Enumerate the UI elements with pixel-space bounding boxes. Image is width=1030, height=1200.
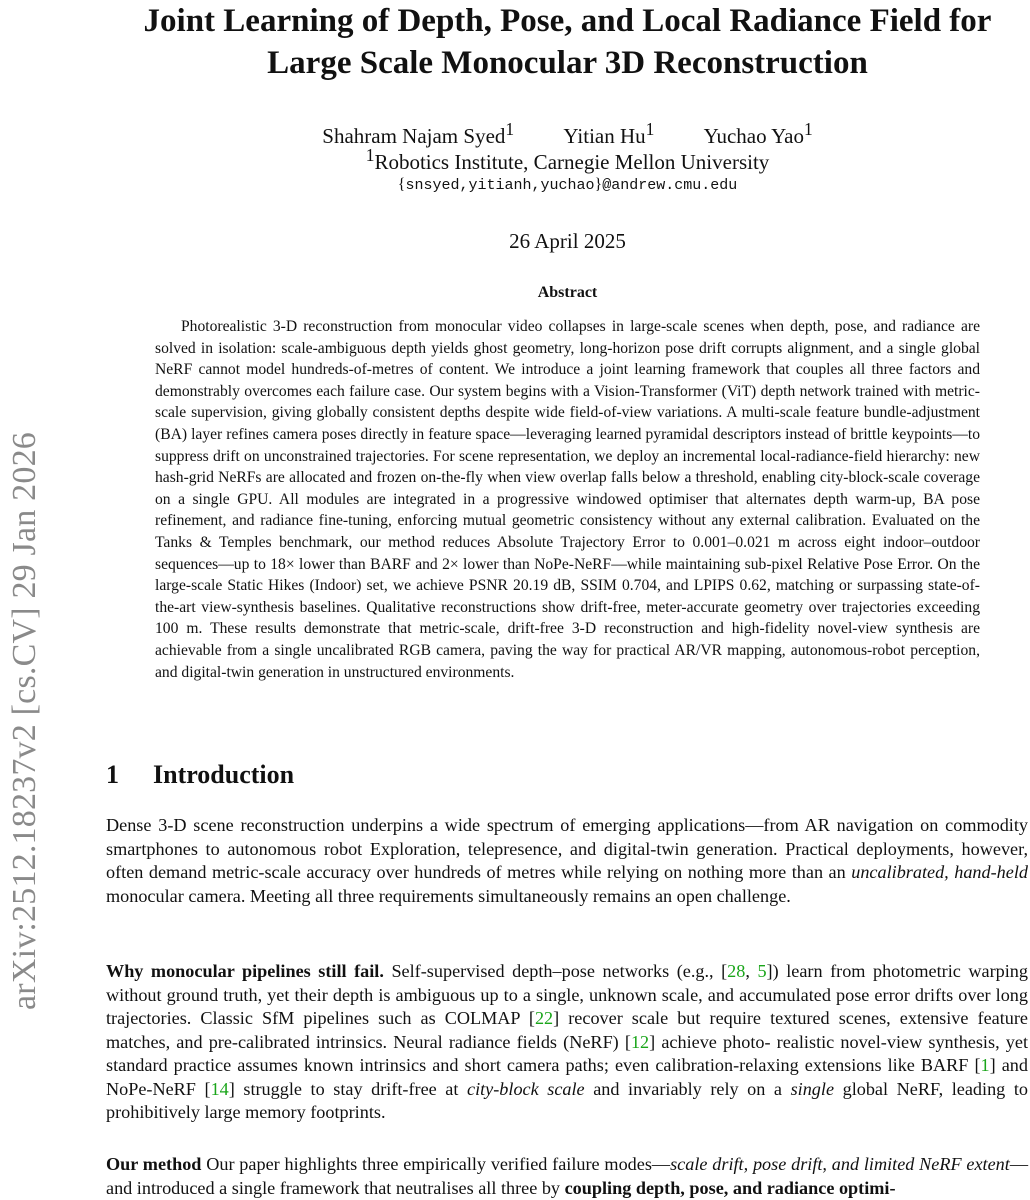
citation-link[interactable]: 12 (630, 1031, 650, 1052)
paragraph-lead: Our method (106, 1154, 202, 1174)
citation-link[interactable]: 5 (757, 961, 767, 981)
author-emails: {snsyed,yitianh,yuchao}@andrew.cmu.edu (397, 176, 738, 194)
citation-link[interactable]: 22 (534, 1008, 554, 1028)
arxiv-side-stamp (4, 0, 44, 1200)
citation-link[interactable]: 28 (727, 961, 746, 981)
affiliation: $^1$Robotics Institute, Carnegie Mellon University (365, 145, 770, 174)
intro-paragraph-our-method: Our method Our paper highlights three empirically verified failure modes—scale drift, pose drift, and limited NeRF extent—and introduced a single framework that neutralises all three by coupling depth, pose, and radiance optimi- (106, 1154, 1028, 1198)
citation-link[interactable]: 1 (980, 1055, 990, 1075)
author-name: Shahram Najam Syed$^1$ (322, 119, 515, 148)
paper-title: Joint Learning of Depth, Pose, and Local Radiance Field for Large Scale Monocular 3D Reconstruction (143, 3, 992, 81)
citation-link[interactable]: 14 (210, 1078, 229, 1099)
section-heading-introduction: 1 Introduction (106, 760, 295, 789)
arxiv-identifier: arXiv:2512.18237v2 [cs.CV] 29 Jan 2026 (6, 432, 43, 1010)
paragraph-lead: Why monocular pipelines still fail. (106, 961, 384, 981)
abstract-heading: Abstract (537, 284, 598, 301)
intro-paragraph-1: Dense 3-D scene reconstruction underpins a wide spectrum of emerging applications—from AR navigation on commodity smartphones to autonomous robot Exploration, telepresence, and digital-twin generation. Practical deployments, however, often demand metric-scale accuracy over hundreds of metres while relying on nothing more than an uncalibrated, hand-held monocular camera. Meeting all three requirements simultaneously remains an open challenge. (106, 815, 1028, 906)
author-name: Yitian Hu$^1$ (563, 119, 655, 148)
author-name: Yuchao Yao$^1$ (703, 119, 813, 148)
paper-date: 26 April 2025 (509, 229, 626, 253)
abstract-text: Photorealistic 3-D reconstruction from monocular video collapses in large-scale scenes when depth, pose, and radiance are solved in isolation: scale-ambiguous depth yields ghost geometry, long-horizon pose drift corrupts alignment, and a single global NeRF cannot model hundreds-of-metres of content. We introduce a joint learning framework that couples all three factors and demonstrably overcomes each failure case. Our system begins with a Vision-Transformer (ViT) depth network trained with metric-scale supervision, giving globally consistent depths despite wide field-of-view variations. A multi-scale feature bundle-adjustment (BA) layer refines camera poses directly in feature space—leveraging learned pyramidal descriptors instead of brittle keypoints—to suppress drift on unconstrained trajectories. For scene representation, we deploy an incremental local-radiance-field hierarchy: new hash-grid NeRFs are allocated and frozen on-the-fly when view overlap falls below a threshold, enabling city-block-scale coverage on a single GPU. All modules are integrated in a progressive windowed optimiser that alternates depth warm-up, BA pose refinement, and radiance fine-tuning, enforcing mutual geometric consistency without any external calibration. Evaluated on the Tanks & Temples benchmark, our method reduces Absolute Trajectory Error to 0.001–0.021 m across eight indoor–outdoor sequences—up to 18× lower than BARF and 2× lower than NoPe-NeRF—while maintaining sub-pixel Relative Pose Error. On the large-scale Static Hikes (Indoor) set, we achieve PSNR 20.19 dB, SSIM 0.704, and LPIPS 0.62, matching or surpassing state-of-the-art view-synthesis baselines. Qualitative reconstructions show drift-free, meter-accurate geometry over trajectories exceeding 100 m. These results demonstrate that metric-scale, drift-free 3-D reconstruction and high-fidelity novel-view synthesis are achievable from a single uncalibrated RGB camera, paving the way for practical AR/VR mapping, autonomous-robot perception, and digital-twin generation in unstructured environments. (155, 318, 980, 681)
intro-paragraph-why-fail: Why monocular pipelines still fail. Self-supervised depth–pose networks (e.g., [28, 5]) learn from photometric warping without ground truth, yet their depth is ambiguous up to a single, unknown scale, and accumulated pose error drifts over long trajectories. Classic SfM pipelines such as COLMAP [22] recover scale but require textured scenes, extensive feature matches, and pre-calibrated intrinsics. Neural radiance fields (NeRF) [12] achieve photo- realistic novel-view synthesis, yet standard practice assumes known intrinsics and short camera paths; even calibration-relaxing extensions like BARF [1] and NoPe-NeRF [14] struggle to stay drift-free at city-block scale and invariably rely on a single global NeRF, leading to prohibitively large memory footprints. (106, 961, 1028, 1122)
